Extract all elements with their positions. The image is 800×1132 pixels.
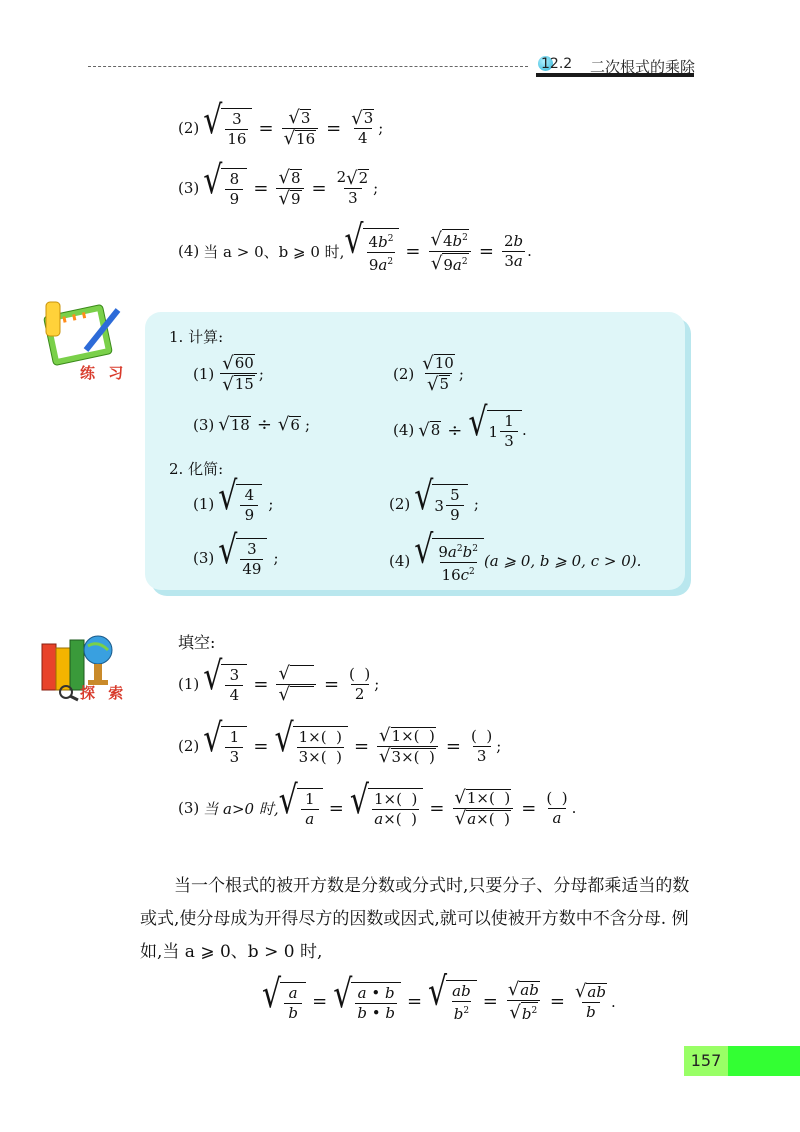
practice-box (145, 312, 685, 590)
section-title: 二次根式的乘除 (590, 58, 696, 76)
practice-tag: 练 习 (80, 364, 128, 382)
example-4: (4) 当 a > 0、b ⩾ 0 时, √ $\frac{4b^2}{9a^2}$ = √ $4b^2$ √ $9a^2$ = $\frac{2b}{3a}$ . (178, 217, 532, 274)
explore-tag: 探 索 (80, 684, 128, 702)
practice-q1: 1. 计算: (169, 328, 224, 346)
explanation-text: 当一个根式的被开方数是分数或分式时,只要分子、分母都乘适当的数或式,使分母成为开得尽方的因数或因式,就可以使被开方数中不含分母. 例如,当 a ⩾ 0、b > 0 时, (140, 876, 690, 962)
explore-item-2: (2) √ $\frac{1}{3}$ = √ $\frac{1\times( )}{3\times( )}$ = √ 1×( ) √ 3×( ) = $\frac{( )}{3}$ ; (178, 716, 502, 767)
practice-q2-2: (2) √ 3 $\frac{5}{9}$ ; (389, 474, 479, 524)
practice-q2-1: (1) √ $\frac{4}{9}$ ; (193, 474, 274, 524)
example-2-label: (2) (178, 119, 200, 137)
section-number: 12.2 (541, 56, 573, 72)
practice-q1-1: (1) √ 60 √ 15 ; (193, 352, 264, 395)
practice-q2-3: (3) √ $\frac{3}{49}$ ; (193, 528, 279, 578)
explore-title: 填空: (178, 633, 216, 652)
explanation-paragraph (140, 870, 700, 969)
practice-q1-4: (4) √ 8 ÷ √ 1 $\frac{1}{3}$ . (393, 400, 527, 450)
practice-q2-4: (4) √ $\frac{9a^2b^2}{16c^2}$ (a ⩾ 0, b ⩾ 0, c > 0). (389, 527, 642, 584)
practice-q1-3: (3) √ 18 ÷ √ 6 ; (193, 414, 311, 435)
example-4-label: (4) (178, 242, 200, 260)
header-dashed-rule (88, 66, 528, 67)
example-2: (2) √ $\frac{3}{16}$ = √ 3 √ 16 = √ 3 4 ; (178, 98, 384, 149)
final-formula: √ $\frac{a}{b}$ = √ $\frac{a • b}{b • b}$ = √ $\frac{ab}{b^2}$ = √ ab √ $b^2$ = √ ab b . (262, 969, 616, 1023)
example-3-label: (3) (178, 179, 200, 197)
example-3: (3) √ $\frac{8}{9}$ = √ 8 √ 9 = 2 √ 2 3 ; (178, 158, 379, 209)
explore-item-3-condition: 当 a>0 时, (203, 799, 279, 818)
explore-item-3: (3) 当 a>0 时, √ $\frac{1}{a}$ = √ $\frac{1\times( )}{a\times( )}$ = √ 1×( ) √ a×( ) = $\frac{( )}{a}$ . (178, 778, 577, 829)
practice-q2: 2. 化简: (169, 460, 224, 478)
practice-q1-2: (2) √ 10 √ 5 ; (393, 352, 464, 395)
example-4-condition: 当 a > 0、b ⩾ 0 时, (203, 242, 345, 261)
practice-q2-4-condition: (a ⩾ 0, b ⩾ 0, c > 0). (483, 552, 642, 570)
explore-item-1: (1) √ $\frac{3}{4}$ = $\frac{√}{√}$ = $\frac{( )}{2}$ ; (178, 654, 380, 705)
page-number: 157 (684, 1046, 728, 1076)
